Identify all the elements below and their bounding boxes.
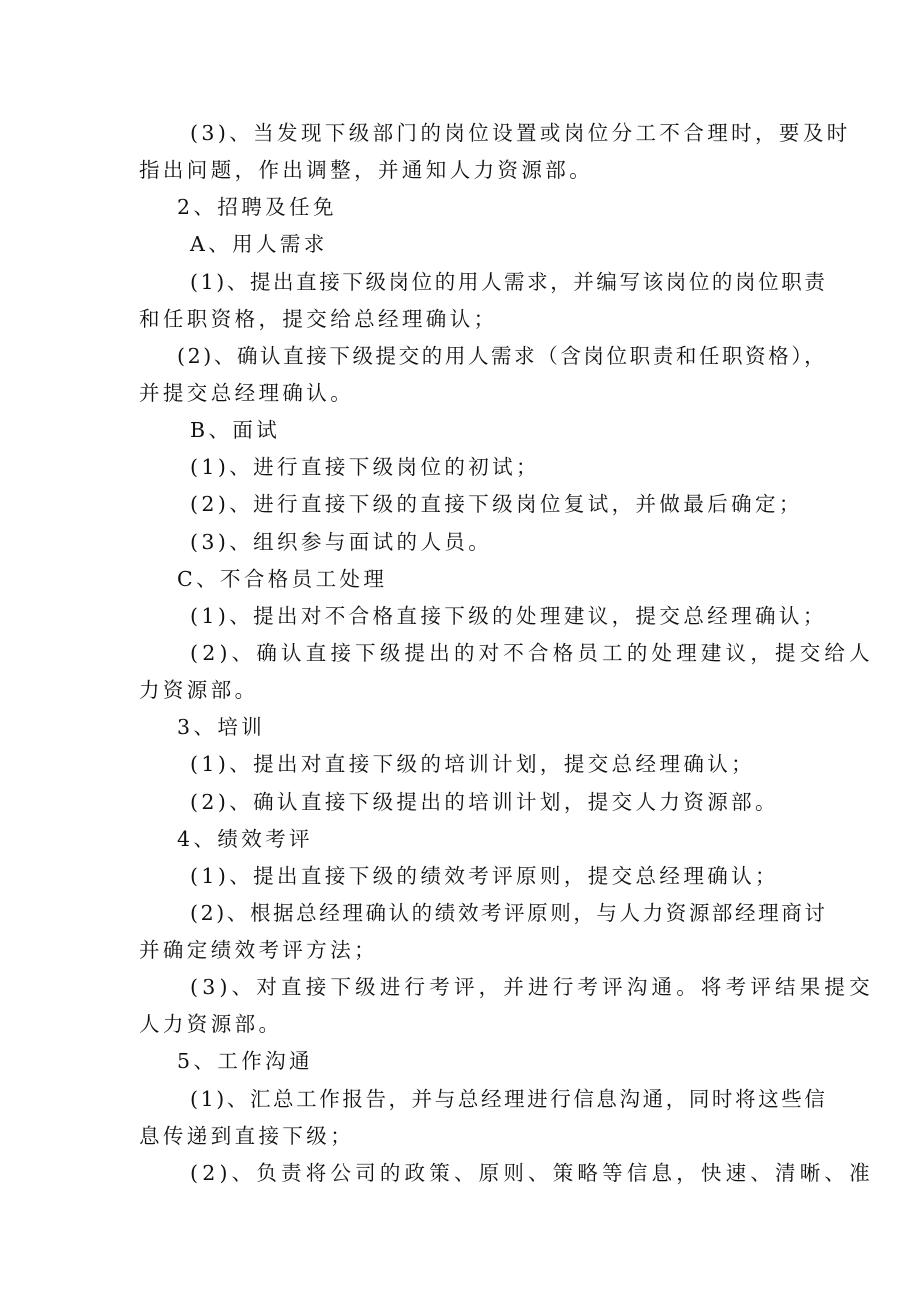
text-line: 息传递到直接下级； bbox=[139, 1124, 355, 1148]
text-line: (2)、确认直接下级提交的用人需求（含岗位职责和任职资格）， bbox=[177, 344, 828, 368]
text-line: 并确定绩效考评方法； bbox=[139, 938, 378, 962]
text-line: (2)、确认直接下级提出的培训计划，提交人力资源部。 bbox=[190, 790, 779, 814]
text-line: (2)、确认直接下级提出的对不合格员工的处理建议，提交给人 bbox=[190, 641, 874, 665]
text-line: (1)、提出对不合格直接下级的处理建议，提交总经理确认； bbox=[190, 604, 827, 628]
text-line: 和任职资格，提交给总经理确认； bbox=[139, 307, 498, 331]
text-line: (1)、提出直接下级岗位的用人需求，并编写该岗位的岗位职责 bbox=[190, 270, 828, 294]
text-line: (3)、当发现下级部门的岗位设置或岗位分工不合理时，要及时 bbox=[190, 121, 851, 145]
text-line: 并提交总经理确认。 bbox=[139, 381, 355, 405]
text-line: 人力资源部。 bbox=[139, 1012, 283, 1036]
section-heading-training: 3、培训 bbox=[177, 715, 266, 739]
text-line: (3)、组织参与面试的人员。 bbox=[190, 530, 493, 554]
text-line: (1)、提出直接下级的绩效考评原则，提交总经理确认； bbox=[190, 864, 779, 888]
section-heading-recruitment: 2、招聘及任免 bbox=[177, 195, 337, 219]
subsection-heading: C、不合格员工处理 bbox=[177, 567, 388, 591]
text-line: (1)、进行直接下级岗位的初试； bbox=[190, 455, 540, 479]
section-heading-performance: 4、绩效考评 bbox=[177, 827, 313, 851]
text-line: (1)、汇总工作报告，并与总经理进行信息沟通，同时将这些信 bbox=[190, 1087, 828, 1111]
subsection-heading: A、用人需求 bbox=[190, 232, 328, 256]
text-line: (2)、负责将公司的政策、原则、策略等信息，快速、清晰、准 bbox=[190, 1161, 874, 1185]
text-line: (2)、进行直接下级的直接下级岗位复试，并做最后确定； bbox=[190, 492, 803, 516]
subsection-heading: B、面试 bbox=[190, 418, 281, 442]
section-heading-communication: 5、工作沟通 bbox=[177, 1049, 313, 1073]
text-line: 指出问题，作出调整，并通知人力资源部。 bbox=[139, 158, 594, 182]
text-line: (3)、对直接下级进行考评，并进行考评沟通。将考评结果提交 bbox=[190, 975, 874, 999]
text-line: (2)、根据总经理确认的绩效考评原则，与人力资源部经理商讨 bbox=[190, 901, 828, 925]
text-line: 力资源部。 bbox=[139, 678, 259, 702]
text-line: (1)、提出对直接下级的培训计划，提交总经理确认； bbox=[190, 752, 756, 776]
